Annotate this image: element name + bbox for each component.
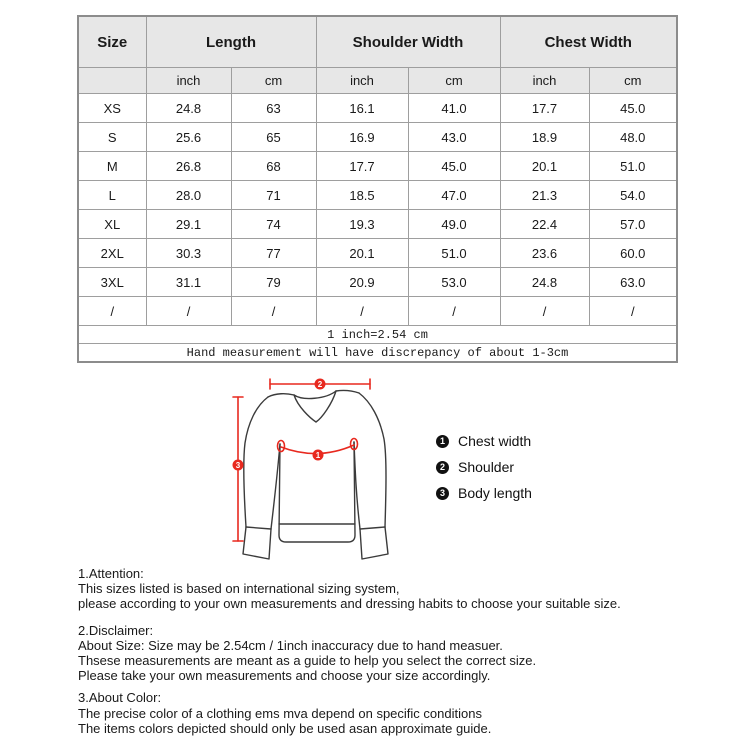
value-cell: / xyxy=(408,297,500,326)
value-cell: 43.0 xyxy=(408,123,500,152)
sweater-diagram xyxy=(228,377,430,565)
size-cell: S xyxy=(78,123,146,152)
value-cell: 53.0 xyxy=(408,268,500,297)
legend-item xyxy=(436,485,532,501)
value-cell: 49.0 xyxy=(408,210,500,239)
value-cell: 20.1 xyxy=(316,239,408,268)
value-cell: 26.8 xyxy=(146,152,231,181)
chest-column-header: Chest Width xyxy=(500,16,677,68)
disclaimer-section xyxy=(78,623,718,684)
size-column-header: Size xyxy=(78,16,146,68)
size-cell: XS xyxy=(78,94,146,123)
value-cell: 18.5 xyxy=(316,181,408,210)
shoulder-marker-number: 2 xyxy=(317,380,323,389)
attention-section xyxy=(78,566,718,612)
value-cell: 21.3 xyxy=(500,181,589,210)
value-cell: 20.9 xyxy=(316,268,408,297)
value-cell: 51.0 xyxy=(408,239,500,268)
value-cell: 41.0 xyxy=(408,94,500,123)
about-color-section xyxy=(78,690,718,736)
size-cell: / xyxy=(78,297,146,326)
diagram-legend xyxy=(436,433,532,511)
value-cell: 29.1 xyxy=(146,210,231,239)
section-line: This sizes listed is based on international sizing system, xyxy=(78,581,400,597)
legend-label: Body length xyxy=(458,485,532,501)
shoulder-column-header: Shoulder Width xyxy=(316,16,500,68)
value-cell: 16.1 xyxy=(316,94,408,123)
section-line: The items colors depicted should only be used asan approximate guide. xyxy=(78,720,492,736)
unit-cell: cm xyxy=(231,68,316,94)
measure-lines xyxy=(233,379,370,541)
units-row xyxy=(78,68,677,94)
section-line: please according to your own measurements and dressing habits to choose your suitable size. xyxy=(78,596,621,612)
section-line: About Size: Size may be 2.54cm / 1inch inaccuracy due to hand measuer. xyxy=(78,637,503,653)
value-cell: 16.9 xyxy=(316,123,408,152)
value-cell: 77 xyxy=(231,239,316,268)
value-cell: 45.0 xyxy=(408,152,500,181)
value-cell: / xyxy=(316,297,408,326)
value-cell: 17.7 xyxy=(500,94,589,123)
value-cell: 25.6 xyxy=(146,123,231,152)
value-cell: 24.8 xyxy=(500,268,589,297)
value-cell: 45.0 xyxy=(589,94,677,123)
value-cell: 20.1 xyxy=(500,152,589,181)
value-cell: 28.0 xyxy=(146,181,231,210)
size-cell: 2XL xyxy=(78,239,146,268)
legend-label: Shoulder xyxy=(458,459,515,475)
hand-measure-note-row xyxy=(78,344,677,363)
value-cell: 47.0 xyxy=(408,181,500,210)
size-chart-table xyxy=(77,15,678,363)
conversion-note-row xyxy=(78,326,677,344)
table-row xyxy=(78,210,677,239)
value-cell: 60.0 xyxy=(589,239,677,268)
value-cell: 63.0 xyxy=(589,268,677,297)
value-cell: 48.0 xyxy=(589,123,677,152)
value-cell: 63 xyxy=(231,94,316,123)
value-cell: 18.9 xyxy=(500,123,589,152)
hand-measure-note: Hand measurement will have discrepancy of about 1-3cm xyxy=(78,344,677,363)
legend-item xyxy=(436,459,532,475)
unit-cell: cm xyxy=(589,68,677,94)
circled-1-icon: 1 xyxy=(436,435,449,448)
value-cell: 51.0 xyxy=(589,152,677,181)
table-row xyxy=(78,268,677,297)
value-cell: / xyxy=(500,297,589,326)
value-cell: 31.1 xyxy=(146,268,231,297)
size-cell: XL xyxy=(78,210,146,239)
table-row xyxy=(78,239,677,268)
value-cell: 17.7 xyxy=(316,152,408,181)
circled-2-icon: 2 xyxy=(436,461,449,474)
section-line: Thsese measurements are meant as a guide to help you select the correct size. xyxy=(78,653,537,669)
circled-3-icon: 3 xyxy=(436,487,449,500)
table-row xyxy=(78,181,677,210)
unit-cell: inch xyxy=(316,68,408,94)
value-cell: 54.0 xyxy=(589,181,677,210)
section-title: 2.Disclaimer: xyxy=(78,622,154,638)
legend-item xyxy=(436,433,532,449)
table-row xyxy=(78,94,677,123)
unit-cell: inch xyxy=(500,68,589,94)
size-cell: M xyxy=(78,152,146,181)
units-empty-cell xyxy=(78,68,146,94)
length-column-header: Length xyxy=(146,16,316,68)
value-cell: 24.8 xyxy=(146,94,231,123)
section-line: The precise color of a clothing ems mva depend on specific conditions xyxy=(78,705,482,721)
value-cell: 19.3 xyxy=(316,210,408,239)
footnotes xyxy=(78,566,718,736)
size-cell: L xyxy=(78,181,146,210)
sweater-outline xyxy=(243,390,388,559)
section-title: 1.Attention: xyxy=(78,566,144,581)
chest-marker-number: 1 xyxy=(315,451,321,460)
value-cell: 65 xyxy=(231,123,316,152)
value-cell: 57.0 xyxy=(589,210,677,239)
size-cell: 3XL xyxy=(78,268,146,297)
unit-cell: cm xyxy=(408,68,500,94)
table-row xyxy=(78,123,677,152)
length-marker-number: 3 xyxy=(235,461,241,470)
value-cell: 23.6 xyxy=(500,239,589,268)
value-cell: 74 xyxy=(231,210,316,239)
conversion-note: 1 inch=2.54 cm xyxy=(78,326,677,344)
value-cell: 79 xyxy=(231,268,316,297)
value-cell: 68 xyxy=(231,152,316,181)
value-cell: 71 xyxy=(231,181,316,210)
table-row xyxy=(78,152,677,181)
table-header-row xyxy=(78,16,677,68)
section-title: 3.About Color: xyxy=(78,690,162,706)
value-cell: / xyxy=(231,297,316,326)
legend-label: Chest width xyxy=(458,433,532,449)
table-row xyxy=(78,297,677,326)
value-cell: / xyxy=(589,297,677,326)
value-cell: 22.4 xyxy=(500,210,589,239)
value-cell: 30.3 xyxy=(146,239,231,268)
unit-cell: inch xyxy=(146,68,231,94)
value-cell: / xyxy=(146,297,231,326)
section-line: Please take your own measurements and choose your size accordingly. xyxy=(78,668,491,684)
